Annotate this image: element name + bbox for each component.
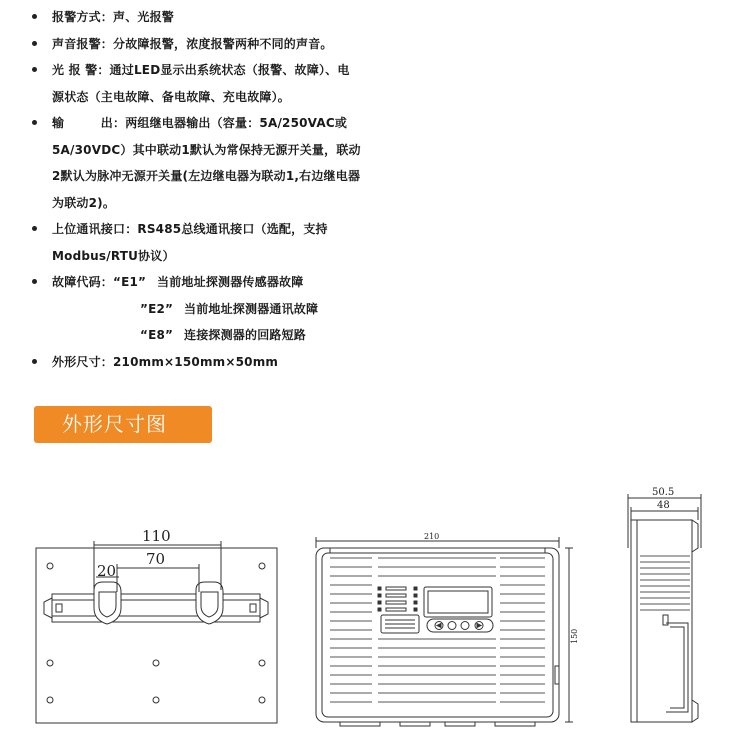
dim-label-110: 110 — [142, 527, 171, 545]
spec-line: 为联动2)。 — [52, 195, 116, 210]
dim-label-150: 150 — [570, 628, 579, 644]
side-vent-lines — [640, 556, 690, 610]
fault-code: “E8” — [140, 328, 174, 342]
fault-desc: 连接探测器的回路短路 — [184, 328, 307, 342]
mount-hole — [259, 697, 265, 703]
spec-line: 外形尺寸：210mm×150mm×50mm — [52, 354, 279, 369]
fault-code: ”E2” — [140, 301, 174, 316]
nav-up-icon — [448, 622, 456, 630]
fault-desc: 当前地址探测器通讯故障 — [184, 301, 319, 316]
fault-code: “E1” — [113, 275, 147, 289]
rail-tab-left — [44, 598, 52, 618]
mount-hole — [259, 563, 265, 569]
dim-label-210: 210 — [424, 532, 440, 541]
spec-line: Modbus/RTU协议） — [52, 248, 175, 263]
din-rail — [52, 594, 260, 622]
spec-line: 光 报 警：通过LED显示出系统状态（报警、故障）、电 — [52, 63, 350, 77]
spec-line: 输 出：两组继电器输出（容量：5A/250VAC或 — [52, 116, 348, 130]
spec-line: 5A/30VDC）其中联动1默认为常保持无源开关量，联动 — [52, 142, 361, 157]
front-panel — [378, 587, 493, 633]
side-view-drawing — [628, 494, 701, 722]
spec-line: 源状态（主电故障、备电故障、充电故障）。 — [52, 89, 291, 104]
spec-line: 声音报警：分故障报警，浓度报警两种不同的声音。 — [52, 36, 333, 51]
dim-label-48: 48 — [657, 500, 670, 511]
mounting-plate-drawing — [36, 541, 277, 723]
fault-desc: 当前地址探测器传感器故障 — [157, 275, 304, 289]
spec-line: 报警方式：声、光报警 — [52, 10, 175, 24]
dim-label-50-5: 50.5 — [652, 487, 675, 498]
spec-line: 上位通讯接口：RS485总线通讯接口（选配，支持 — [52, 222, 328, 236]
mount-hole — [47, 563, 53, 569]
rail-tab-right — [260, 598, 268, 618]
fault-label: 故障代码： — [52, 275, 114, 289]
device-body — [316, 548, 559, 722]
mount-hole — [47, 697, 53, 703]
rail-clip-right — [196, 582, 223, 624]
nav-ok-icon — [461, 622, 469, 630]
spec-line: 2默认为脉冲无源开关量(左边继电器为联动1,右边继电器 — [52, 169, 361, 183]
mount-hole — [47, 660, 53, 666]
mount-hole — [153, 697, 159, 703]
section-title-banner: 外形尺寸图 — [34, 406, 212, 443]
side-clip — [666, 623, 688, 712]
front-vent-slots — [330, 558, 545, 702]
dim-label-20: 20 — [97, 562, 117, 580]
led-indicators — [378, 587, 417, 611]
dim-label-70: 70 — [146, 550, 166, 568]
mount-hole — [153, 660, 159, 666]
mount-hole — [259, 660, 265, 666]
side-body — [631, 520, 692, 722]
